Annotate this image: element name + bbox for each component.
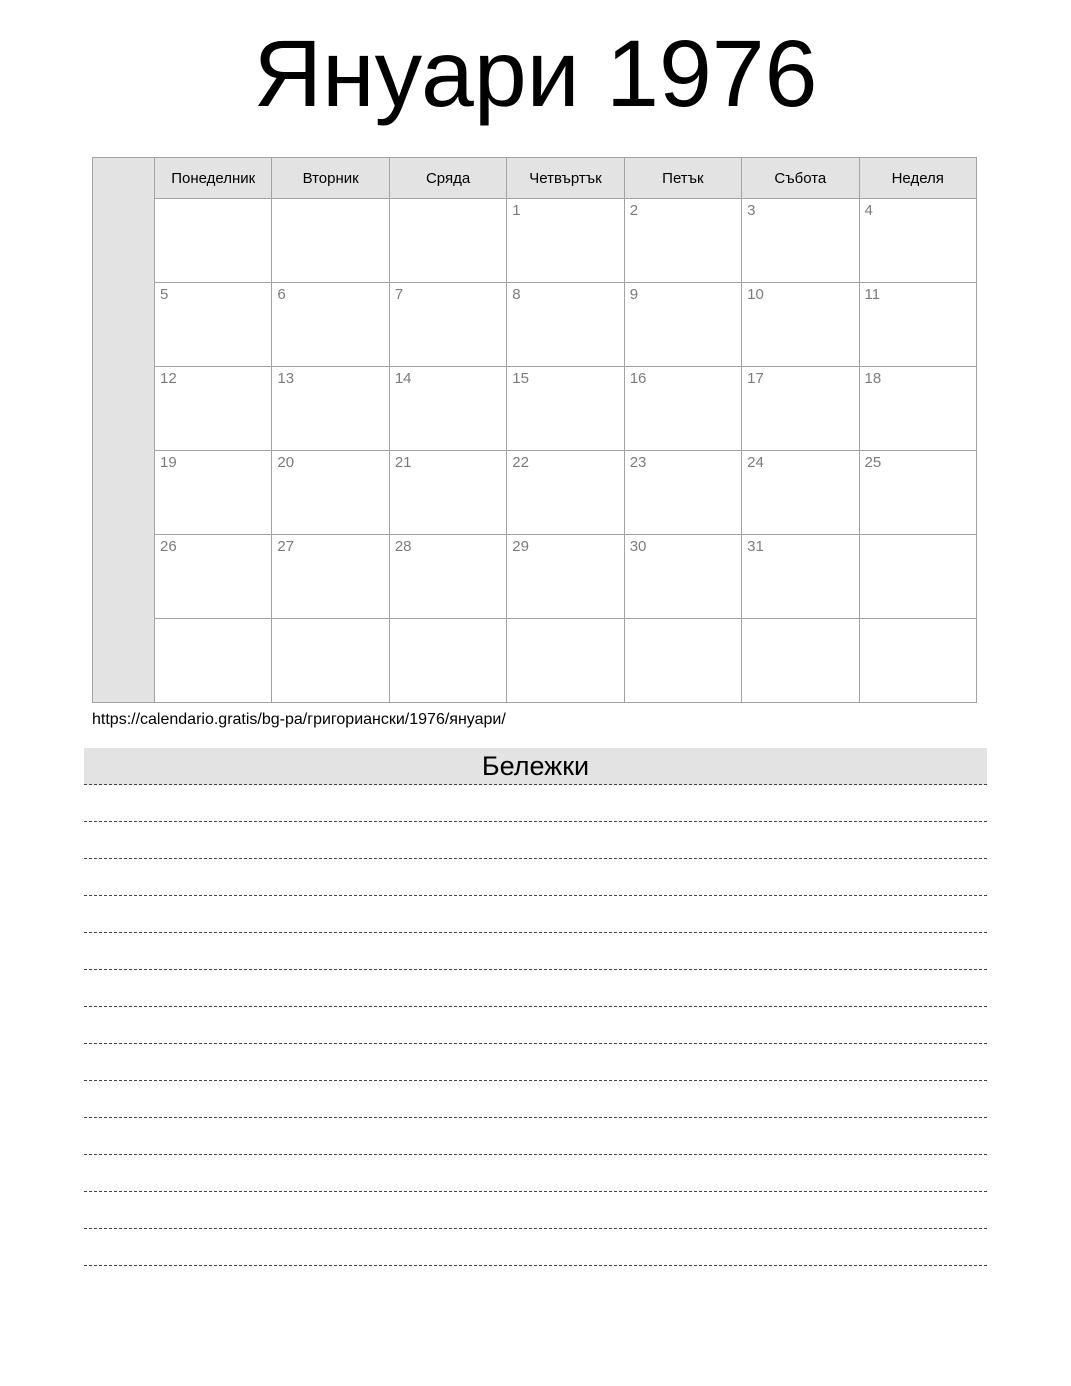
date-cell	[272, 199, 389, 283]
day-header-monday: Понеделник	[155, 158, 272, 199]
date-number: 11	[864, 286, 881, 303]
note-line	[84, 970, 987, 1007]
date-cell	[624, 451, 741, 535]
calendar-week-row	[93, 619, 977, 703]
note-lines	[84, 785, 987, 1266]
note-line	[84, 1229, 987, 1266]
date-number: 14	[394, 370, 412, 387]
date-cell	[389, 451, 506, 535]
date-number	[155, 199, 271, 202]
date-cell	[507, 451, 624, 535]
date-number: 24	[747, 454, 764, 471]
date-number: 22	[512, 454, 529, 471]
date-number	[390, 619, 506, 622]
date-number: 20	[277, 454, 295, 471]
note-line	[84, 1118, 987, 1155]
date-number	[860, 535, 976, 538]
date-cell	[155, 283, 272, 367]
date-number: 27	[277, 538, 295, 555]
date-cell	[389, 619, 506, 703]
date-number	[155, 619, 271, 622]
notes-title: Бележки	[84, 748, 987, 785]
calendar-header-row	[93, 158, 977, 199]
date-cell	[742, 619, 859, 703]
date-number: 7	[394, 286, 404, 303]
note-line	[84, 1044, 987, 1081]
date-number	[507, 619, 623, 622]
day-header-thursday: Четвъртък	[507, 158, 624, 199]
date-number: 26	[160, 538, 177, 555]
day-header-friday: Петък	[624, 158, 741, 199]
date-cell	[155, 535, 272, 619]
date-cell	[859, 283, 976, 367]
date-cell	[859, 535, 976, 619]
note-line	[84, 896, 987, 933]
gutter-column	[93, 158, 155, 703]
date-number: 25	[864, 454, 882, 471]
date-number	[390, 199, 506, 202]
date-cell	[859, 199, 976, 283]
date-number: 12	[160, 370, 177, 387]
note-line	[84, 933, 987, 970]
date-number: 16	[629, 370, 647, 387]
calendar-week-row	[93, 535, 977, 619]
date-cell	[389, 367, 506, 451]
date-cell	[155, 367, 272, 451]
date-number: 1	[512, 202, 521, 219]
date-cell	[624, 535, 741, 619]
date-number: 13	[277, 370, 295, 387]
date-number	[272, 619, 388, 622]
date-cell	[624, 367, 741, 451]
date-number: 5	[160, 286, 169, 303]
day-header-saturday: Събота	[742, 158, 859, 199]
date-cell	[155, 199, 272, 283]
date-cell	[389, 535, 506, 619]
date-number: 3	[747, 202, 756, 219]
date-number: 9	[629, 286, 639, 303]
calendar-week-row	[93, 199, 977, 283]
date-number: 4	[864, 202, 873, 219]
date-cell	[155, 619, 272, 703]
date-number	[625, 619, 741, 622]
date-cell	[859, 367, 976, 451]
date-cell	[742, 199, 859, 283]
date-cell	[272, 283, 389, 367]
date-number	[860, 619, 976, 622]
day-header-tuesday: Вторник	[272, 158, 389, 199]
date-cell	[624, 283, 741, 367]
calendar-week-row	[93, 451, 977, 535]
note-line	[84, 859, 987, 896]
date-cell	[507, 535, 624, 619]
date-cell	[859, 619, 976, 703]
date-number: 18	[864, 370, 882, 387]
date-number	[742, 619, 858, 622]
date-cell	[507, 283, 624, 367]
date-cell	[272, 535, 389, 619]
date-cell	[272, 451, 389, 535]
date-cell	[389, 283, 506, 367]
source-url: https://calendario.gratis/bg-pa/григориански/1976/януари/	[92, 711, 506, 728]
date-cell	[155, 451, 272, 535]
day-header-wednesday: Сряда	[389, 158, 506, 199]
date-cell	[389, 199, 506, 283]
date-cell	[624, 199, 741, 283]
date-number: 21	[394, 454, 412, 471]
calendar-body	[93, 158, 977, 703]
date-number: 17	[747, 370, 764, 387]
date-cell	[742, 535, 859, 619]
date-number: 10	[747, 286, 764, 303]
date-number: 8	[512, 286, 521, 303]
date-number: 23	[629, 454, 647, 471]
date-number: 19	[160, 454, 177, 471]
date-cell	[507, 619, 624, 703]
date-number: 6	[277, 286, 286, 303]
calendar-week-row	[93, 367, 977, 451]
calendar-table	[92, 157, 977, 703]
date-cell	[624, 619, 741, 703]
note-line	[84, 1155, 987, 1192]
note-line	[84, 822, 987, 859]
date-number	[272, 199, 388, 202]
calendar-week-row	[93, 283, 977, 367]
date-number: 15	[512, 370, 529, 387]
date-number: 28	[394, 538, 412, 555]
date-cell	[272, 619, 389, 703]
date-number: 30	[629, 538, 647, 555]
date-cell	[507, 199, 624, 283]
date-number: 2	[629, 202, 639, 219]
date-cell	[742, 367, 859, 451]
note-line	[84, 1192, 987, 1229]
date-cell	[742, 451, 859, 535]
page-title: Януари 1976	[253, 21, 818, 127]
date-cell	[507, 367, 624, 451]
date-cell	[859, 451, 976, 535]
date-number: 31	[747, 538, 764, 555]
note-line	[84, 1081, 987, 1118]
day-header-sunday: Неделя	[859, 158, 976, 199]
date-number: 29	[512, 538, 529, 555]
note-line	[84, 1007, 987, 1044]
note-line	[84, 785, 987, 822]
date-cell	[272, 367, 389, 451]
date-cell	[742, 283, 859, 367]
